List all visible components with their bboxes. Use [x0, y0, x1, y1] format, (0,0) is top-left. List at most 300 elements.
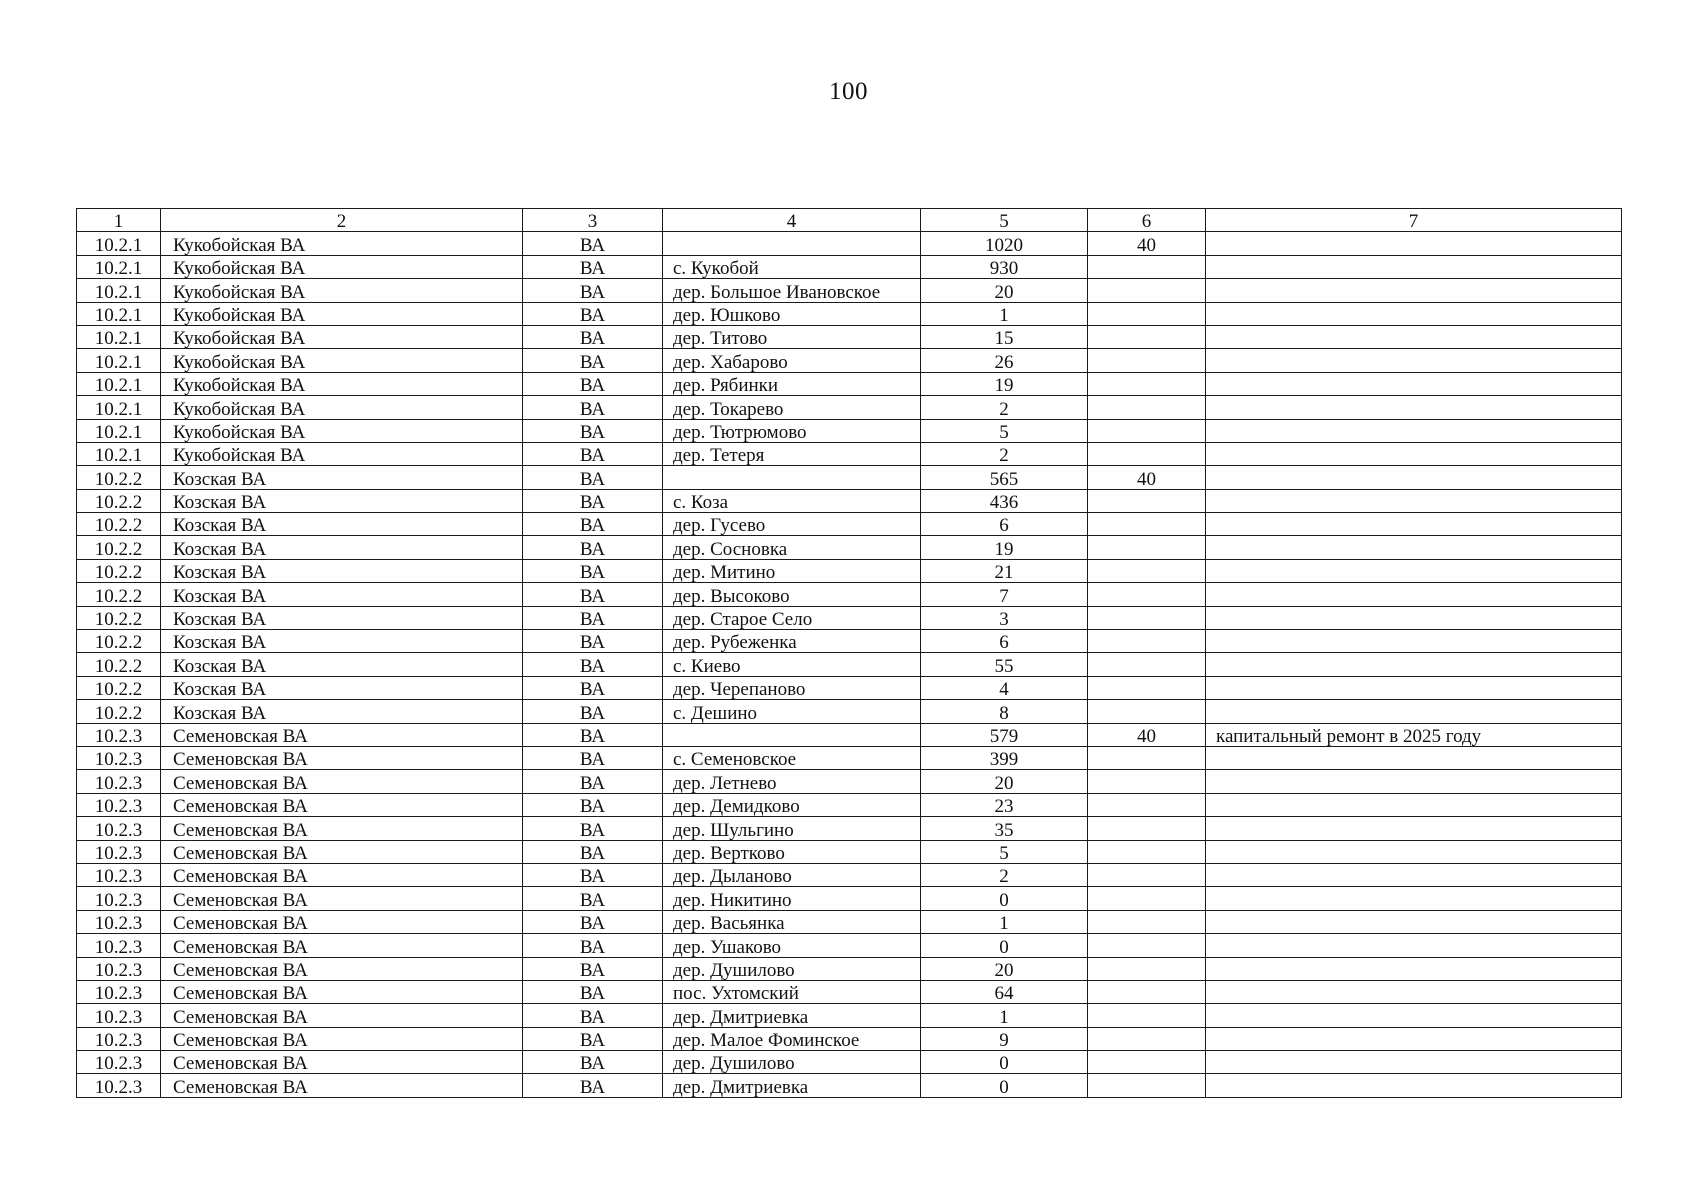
administration-name-cell: Кукобойская ВА	[161, 442, 523, 465]
settlement-name-cell: дер. Высоково	[663, 583, 921, 606]
settlement-name-cell: с. Кукобой	[663, 255, 921, 278]
column-6-value-cell	[1088, 863, 1206, 886]
type-code-cell: ВА	[523, 466, 663, 489]
column-header: 3	[523, 209, 663, 232]
table-row	[77, 793, 1622, 816]
population-cell: 0	[921, 1051, 1088, 1074]
table-row	[77, 770, 1622, 793]
table-row	[77, 723, 1622, 746]
table-row	[77, 419, 1622, 442]
note-cell	[1206, 746, 1622, 769]
type-code-cell: ВА	[523, 279, 663, 302]
table-row	[77, 1051, 1622, 1074]
row-number-cell: 10.2.3	[77, 910, 161, 933]
table-row	[77, 840, 1622, 863]
type-code-cell: ВА	[523, 325, 663, 348]
column-6-value-cell	[1088, 559, 1206, 582]
type-code-cell: ВА	[523, 934, 663, 957]
row-number-cell: 10.2.3	[77, 817, 161, 840]
table-row	[77, 372, 1622, 395]
column-6-value-cell	[1088, 653, 1206, 676]
population-cell: 1	[921, 1004, 1088, 1027]
column-6-value-cell	[1088, 1004, 1206, 1027]
column-6-value-cell	[1088, 442, 1206, 465]
population-cell: 5	[921, 840, 1088, 863]
type-code-cell: ВА	[523, 583, 663, 606]
note-cell	[1206, 863, 1622, 886]
note-cell: капитальный ремонт в 2025 году	[1206, 723, 1622, 746]
administration-name-cell: Семеновская ВА	[161, 817, 523, 840]
population-cell: 0	[921, 887, 1088, 910]
settlement-name-cell: дер. Гусево	[663, 513, 921, 536]
table-row	[77, 653, 1622, 676]
row-number-cell: 10.2.1	[77, 232, 161, 255]
administration-name-cell: Семеновская ВА	[161, 840, 523, 863]
row-number-cell: 10.2.2	[77, 653, 161, 676]
administration-name-cell: Козская ВА	[161, 676, 523, 699]
administration-name-cell: Козская ВА	[161, 536, 523, 559]
settlement-name-cell: дер. Тетеря	[663, 442, 921, 465]
type-code-cell: ВА	[523, 513, 663, 536]
note-cell	[1206, 255, 1622, 278]
column-6-value-cell	[1088, 1051, 1206, 1074]
column-6-value-cell	[1088, 302, 1206, 325]
column-6-value-cell	[1088, 583, 1206, 606]
table-body	[77, 232, 1622, 1097]
note-cell	[1206, 840, 1622, 863]
row-number-cell: 10.2.2	[77, 583, 161, 606]
settlement-name-cell: дер. Васьянка	[663, 910, 921, 933]
administration-name-cell: Семеновская ВА	[161, 1051, 523, 1074]
table-row	[77, 583, 1622, 606]
table-row	[77, 863, 1622, 886]
table-header-row	[77, 209, 1622, 232]
population-cell: 565	[921, 466, 1088, 489]
administration-name-cell: Кукобойская ВА	[161, 232, 523, 255]
column-6-value-cell	[1088, 980, 1206, 1003]
population-cell: 5	[921, 419, 1088, 442]
type-code-cell: ВА	[523, 349, 663, 372]
table-row	[77, 1027, 1622, 1050]
row-number-cell: 10.2.3	[77, 746, 161, 769]
administration-name-cell: Козская ВА	[161, 583, 523, 606]
administration-name-cell: Козская ВА	[161, 489, 523, 512]
population-cell: 26	[921, 349, 1088, 372]
table-row	[77, 302, 1622, 325]
table-row	[77, 746, 1622, 769]
settlement-name-cell: дер. Митино	[663, 559, 921, 582]
note-cell	[1206, 653, 1622, 676]
row-number-cell: 10.2.3	[77, 793, 161, 816]
settlement-name-cell: дер. Сосновка	[663, 536, 921, 559]
administration-name-cell: Семеновская ВА	[161, 1027, 523, 1050]
row-number-cell: 10.2.3	[77, 1027, 161, 1050]
type-code-cell: ВА	[523, 1074, 663, 1097]
table-row	[77, 887, 1622, 910]
population-cell: 930	[921, 255, 1088, 278]
table-row	[77, 676, 1622, 699]
settlement-name-cell	[663, 466, 921, 489]
row-number-cell: 10.2.2	[77, 606, 161, 629]
administration-name-cell: Козская ВА	[161, 559, 523, 582]
column-6-value-cell: 40	[1088, 466, 1206, 489]
type-code-cell: ВА	[523, 793, 663, 816]
note-cell	[1206, 817, 1622, 840]
population-cell: 0	[921, 934, 1088, 957]
note-cell	[1206, 232, 1622, 255]
population-cell: 23	[921, 793, 1088, 816]
row-number-cell: 10.2.3	[77, 723, 161, 746]
row-number-cell: 10.2.2	[77, 700, 161, 723]
administration-name-cell: Семеновская ВА	[161, 910, 523, 933]
column-6-value-cell	[1088, 746, 1206, 769]
row-number-cell: 10.2.2	[77, 630, 161, 653]
note-cell	[1206, 372, 1622, 395]
administration-name-cell: Козская ВА	[161, 700, 523, 723]
row-number-cell: 10.2.2	[77, 536, 161, 559]
type-code-cell: ВА	[523, 489, 663, 512]
column-6-value-cell	[1088, 770, 1206, 793]
administration-name-cell: Козская ВА	[161, 466, 523, 489]
type-code-cell: ВА	[523, 957, 663, 980]
note-cell	[1206, 980, 1622, 1003]
settlement-name-cell: дер. Летнево	[663, 770, 921, 793]
row-number-cell: 10.2.3	[77, 863, 161, 886]
settlement-name-cell: дер. Дмитриевка	[663, 1004, 921, 1027]
administration-name-cell: Кукобойская ВА	[161, 349, 523, 372]
table-row	[77, 349, 1622, 372]
settlement-name-cell: дер. Вертково	[663, 840, 921, 863]
note-cell	[1206, 1051, 1622, 1074]
column-6-value-cell	[1088, 489, 1206, 512]
settlement-name-cell: дер. Дмитриевка	[663, 1074, 921, 1097]
population-cell: 3	[921, 606, 1088, 629]
population-cell: 64	[921, 980, 1088, 1003]
note-cell	[1206, 325, 1622, 348]
note-cell	[1206, 1027, 1622, 1050]
column-6-value-cell	[1088, 513, 1206, 536]
column-6-value-cell	[1088, 934, 1206, 957]
type-code-cell: ВА	[523, 840, 663, 863]
row-number-cell: 10.2.3	[77, 1004, 161, 1027]
row-number-cell: 10.2.1	[77, 349, 161, 372]
table-row	[77, 466, 1622, 489]
row-number-cell: 10.2.3	[77, 887, 161, 910]
note-cell	[1206, 700, 1622, 723]
settlement-name-cell: дер. Хабарово	[663, 349, 921, 372]
note-cell	[1206, 887, 1622, 910]
row-number-cell: 10.2.1	[77, 442, 161, 465]
type-code-cell: ВА	[523, 302, 663, 325]
column-6-value-cell	[1088, 349, 1206, 372]
administration-name-cell: Семеновская ВА	[161, 887, 523, 910]
note-cell	[1206, 793, 1622, 816]
row-number-cell: 10.2.3	[77, 770, 161, 793]
administration-name-cell: Кукобойская ВА	[161, 419, 523, 442]
row-number-cell: 10.2.1	[77, 372, 161, 395]
population-cell: 0	[921, 1074, 1088, 1097]
note-cell	[1206, 559, 1622, 582]
settlement-name-cell	[663, 723, 921, 746]
type-code-cell: ВА	[523, 863, 663, 886]
population-cell: 15	[921, 325, 1088, 348]
settlement-name-cell: дер. Юшково	[663, 302, 921, 325]
table-row	[77, 957, 1622, 980]
administration-name-cell: Козская ВА	[161, 513, 523, 536]
population-cell: 6	[921, 630, 1088, 653]
settlement-name-cell: с. Дешино	[663, 700, 921, 723]
administration-name-cell: Козская ВА	[161, 653, 523, 676]
type-code-cell: ВА	[523, 232, 663, 255]
type-code-cell: ВА	[523, 1051, 663, 1074]
row-number-cell: 10.2.3	[77, 957, 161, 980]
column-6-value-cell	[1088, 957, 1206, 980]
type-code-cell: ВА	[523, 817, 663, 840]
population-cell: 9	[921, 1027, 1088, 1050]
table-row	[77, 630, 1622, 653]
page-number: 100	[829, 78, 868, 105]
administration-name-cell: Кукобойская ВА	[161, 372, 523, 395]
table-row	[77, 442, 1622, 465]
column-6-value-cell	[1088, 630, 1206, 653]
column-6-value-cell	[1088, 700, 1206, 723]
column-6-value-cell	[1088, 396, 1206, 419]
column-6-value-cell	[1088, 419, 1206, 442]
row-number-cell: 10.2.2	[77, 489, 161, 512]
table-row	[77, 934, 1622, 957]
population-cell: 7	[921, 583, 1088, 606]
table-row	[77, 232, 1622, 255]
column-6-value-cell	[1088, 372, 1206, 395]
row-number-cell: 10.2.1	[77, 279, 161, 302]
row-number-cell: 10.2.1	[77, 396, 161, 419]
note-cell	[1206, 513, 1622, 536]
population-cell: 20	[921, 279, 1088, 302]
settlements-table	[76, 208, 1622, 1098]
administration-name-cell: Семеновская ВА	[161, 980, 523, 1003]
column-6-value-cell	[1088, 325, 1206, 348]
column-header: 5	[921, 209, 1088, 232]
note-cell	[1206, 536, 1622, 559]
row-number-cell: 10.2.2	[77, 676, 161, 699]
type-code-cell: ВА	[523, 746, 663, 769]
settlement-name-cell: дер. Рябинки	[663, 372, 921, 395]
row-number-cell: 10.2.3	[77, 980, 161, 1003]
type-code-cell: ВА	[523, 723, 663, 746]
column-6-value-cell	[1088, 793, 1206, 816]
administration-name-cell: Семеновская ВА	[161, 723, 523, 746]
administration-name-cell: Кукобойская ВА	[161, 255, 523, 278]
note-cell	[1206, 910, 1622, 933]
settlement-name-cell: пос. Ухтомский	[663, 980, 921, 1003]
table-row	[77, 489, 1622, 512]
note-cell	[1206, 466, 1622, 489]
population-cell: 6	[921, 513, 1088, 536]
note-cell	[1206, 419, 1622, 442]
population-cell: 4	[921, 676, 1088, 699]
row-number-cell: 10.2.3	[77, 1051, 161, 1074]
column-6-value-cell	[1088, 840, 1206, 863]
type-code-cell: ВА	[523, 653, 663, 676]
table-row	[77, 325, 1622, 348]
type-code-cell: ВА	[523, 980, 663, 1003]
row-number-cell: 10.2.1	[77, 255, 161, 278]
type-code-cell: ВА	[523, 1004, 663, 1027]
administration-name-cell: Семеновская ВА	[161, 863, 523, 886]
settlement-name-cell: дер. Шульгино	[663, 817, 921, 840]
table-row	[77, 513, 1622, 536]
population-cell: 1	[921, 302, 1088, 325]
column-6-value-cell	[1088, 255, 1206, 278]
administration-name-cell: Семеновская ВА	[161, 746, 523, 769]
note-cell	[1206, 279, 1622, 302]
column-6-value-cell	[1088, 887, 1206, 910]
administration-name-cell: Семеновская ВА	[161, 1004, 523, 1027]
type-code-cell: ВА	[523, 887, 663, 910]
note-cell	[1206, 957, 1622, 980]
administration-name-cell: Кукобойская ВА	[161, 325, 523, 348]
note-cell	[1206, 489, 1622, 512]
type-code-cell: ВА	[523, 372, 663, 395]
table-row	[77, 279, 1622, 302]
note-cell	[1206, 349, 1622, 372]
table-row	[77, 606, 1622, 629]
row-number-cell: 10.2.3	[77, 840, 161, 863]
administration-name-cell: Семеновская ВА	[161, 957, 523, 980]
row-number-cell: 10.2.3	[77, 934, 161, 957]
table-row	[77, 1004, 1622, 1027]
row-number-cell: 10.2.2	[77, 559, 161, 582]
population-cell: 1	[921, 910, 1088, 933]
settlement-name-cell: дер. Рубеженка	[663, 630, 921, 653]
population-cell: 55	[921, 653, 1088, 676]
type-code-cell: ВА	[523, 255, 663, 278]
column-6-value-cell	[1088, 910, 1206, 933]
administration-name-cell: Козская ВА	[161, 630, 523, 653]
settlement-name-cell: дер. Ушаково	[663, 934, 921, 957]
population-cell: 21	[921, 559, 1088, 582]
row-number-cell: 10.2.1	[77, 302, 161, 325]
administration-name-cell: Семеновская ВА	[161, 793, 523, 816]
type-code-cell: ВА	[523, 536, 663, 559]
administration-name-cell: Кукобойская ВА	[161, 396, 523, 419]
column-6-value-cell	[1088, 606, 1206, 629]
population-cell: 20	[921, 770, 1088, 793]
settlement-name-cell	[663, 232, 921, 255]
administration-name-cell: Козская ВА	[161, 606, 523, 629]
population-cell: 579	[921, 723, 1088, 746]
population-cell: 8	[921, 700, 1088, 723]
column-6-value-cell	[1088, 817, 1206, 840]
administration-name-cell: Семеновская ВА	[161, 1074, 523, 1097]
table-row	[77, 255, 1622, 278]
population-cell: 1020	[921, 232, 1088, 255]
type-code-cell: ВА	[523, 700, 663, 723]
settlement-name-cell: с. Коза	[663, 489, 921, 512]
note-cell	[1206, 606, 1622, 629]
settlement-name-cell: дер. Никитино	[663, 887, 921, 910]
population-cell: 35	[921, 817, 1088, 840]
note-cell	[1206, 630, 1622, 653]
column-6-value-cell	[1088, 536, 1206, 559]
type-code-cell: ВА	[523, 630, 663, 653]
column-header: 2	[161, 209, 523, 232]
column-header: 4	[663, 209, 921, 232]
settlement-name-cell: с. Киево	[663, 653, 921, 676]
note-cell	[1206, 583, 1622, 606]
column-header: 6	[1088, 209, 1206, 232]
population-cell: 19	[921, 372, 1088, 395]
administration-name-cell: Семеновская ВА	[161, 934, 523, 957]
settlement-name-cell: дер. Тютрюмово	[663, 419, 921, 442]
settlement-name-cell: дер. Черепаново	[663, 676, 921, 699]
row-number-cell: 10.2.2	[77, 466, 161, 489]
row-number-cell: 10.2.2	[77, 513, 161, 536]
settlement-name-cell: с. Семеновское	[663, 746, 921, 769]
column-header: 7	[1206, 209, 1622, 232]
note-cell	[1206, 442, 1622, 465]
table-row	[77, 536, 1622, 559]
population-cell: 2	[921, 442, 1088, 465]
type-code-cell: ВА	[523, 396, 663, 419]
type-code-cell: ВА	[523, 770, 663, 793]
table-row	[77, 700, 1622, 723]
type-code-cell: ВА	[523, 559, 663, 582]
column-6-value-cell: 40	[1088, 232, 1206, 255]
row-number-cell: 10.2.1	[77, 419, 161, 442]
note-cell	[1206, 1004, 1622, 1027]
table-row	[77, 396, 1622, 419]
row-number-cell: 10.2.3	[77, 1074, 161, 1097]
population-cell: 399	[921, 746, 1088, 769]
administration-name-cell: Семеновская ВА	[161, 770, 523, 793]
population-cell: 20	[921, 957, 1088, 980]
settlement-name-cell: дер. Душилово	[663, 957, 921, 980]
table-row	[77, 817, 1622, 840]
table-row	[77, 910, 1622, 933]
type-code-cell: ВА	[523, 419, 663, 442]
population-cell: 2	[921, 396, 1088, 419]
type-code-cell: ВА	[523, 606, 663, 629]
note-cell	[1206, 396, 1622, 419]
column-6-value-cell	[1088, 1074, 1206, 1097]
settlement-name-cell: дер. Старое Село	[663, 606, 921, 629]
note-cell	[1206, 1074, 1622, 1097]
population-cell: 19	[921, 536, 1088, 559]
settlement-name-cell: дер. Токарево	[663, 396, 921, 419]
column-6-value-cell	[1088, 676, 1206, 699]
note-cell	[1206, 934, 1622, 957]
population-cell: 2	[921, 863, 1088, 886]
type-code-cell: ВА	[523, 442, 663, 465]
column-6-value-cell: 40	[1088, 723, 1206, 746]
population-cell: 436	[921, 489, 1088, 512]
settlement-name-cell: дер. Титово	[663, 325, 921, 348]
row-number-cell: 10.2.1	[77, 325, 161, 348]
note-cell	[1206, 302, 1622, 325]
administration-name-cell: Кукобойская ВА	[161, 302, 523, 325]
settlement-name-cell: дер. Душилово	[663, 1051, 921, 1074]
type-code-cell: ВА	[523, 676, 663, 699]
settlement-name-cell: дер. Демидково	[663, 793, 921, 816]
administration-name-cell: Кукобойская ВА	[161, 279, 523, 302]
type-code-cell: ВА	[523, 1027, 663, 1050]
table-row	[77, 980, 1622, 1003]
settlement-name-cell: дер. Большое Ивановское	[663, 279, 921, 302]
note-cell	[1206, 770, 1622, 793]
column-6-value-cell	[1088, 279, 1206, 302]
table-row	[77, 1074, 1622, 1097]
